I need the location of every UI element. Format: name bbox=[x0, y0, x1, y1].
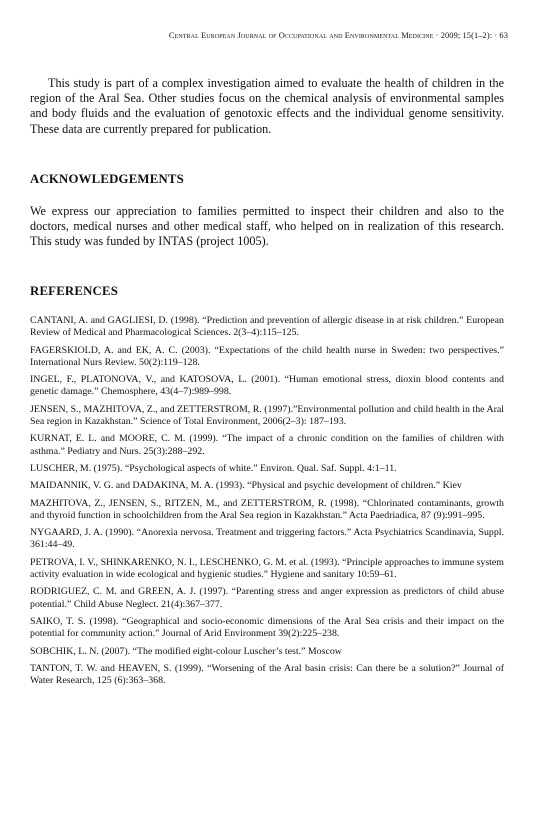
reference-item: FAGERSKIOLD, A. and EK, A. C. (2003). “Expectations of the child health nurse in Sweden: two perspectives.” International Nurs Review. 50(2):119–128. bbox=[30, 344, 504, 368]
reference-item: INGEL, F., PLATONOVA, V., and KATOSOVA, L. (2001). “Human emotional stress, dioxin blood contents and genetic damage.” Chemosphere, 43(4–7):989–998. bbox=[30, 374, 504, 398]
reference-item: MAZHITOVA, Z., JENSEN, S., RITZEN, M., and ZETTERSTROM, R. (1998). “Chlorinated contaminants, growth and thyroid function in schoolchildren from the Aral Sea region in Kazakhstan.” Acta Paedriadica, 87 (9):991–995. bbox=[30, 497, 504, 521]
acknowledgements-text: We express our appreciation to families permitted to inspect their children and also to the doctors, medical nurses and other medical staff, who helped on in realization of this research. This study was funded by INTAS (project 1005). bbox=[30, 204, 504, 249]
reference-item: TANTON, T. W. and HEAVEN, S. (1999). “Worsening of the Aral basin crisis: Can there be a solution?” Journal of Water Research, 125 (6):363–368. bbox=[30, 662, 504, 687]
reference-item: KURNAT, E. L. and MOORE, C. M. (1999). “The impact of a chronic condition on the families of children with asthma.” Pediatry and Nurs. 25(3):288–292. bbox=[30, 433, 504, 457]
references-heading: REFERENCES bbox=[30, 284, 119, 298]
reference-item: CANTANI, A. and GAGLIESI, D. (1998). “Prediction and prevention of allergic disease in at risk children.” European Review of Medical and Pharmacological Sciences. 2(3–4):115–125. bbox=[30, 315, 504, 339]
reference-item: JENSEN, S., MAZHITOVA, Z., and ZETTERSTROM, R. (1997).”Environmental pollution and child health in the Aral Sea region in Kazakhstan.” Science of Total Environment, 2006(2–3): 187–193. bbox=[30, 403, 504, 428]
running-title: Central European Journal of Occupational and Environmental Medicine · 2009; 15(1–2): · 63 bbox=[168, 31, 508, 40]
references-heading-block bbox=[30, 284, 504, 299]
acknowledgements-heading: ACKNOWLEDGEMENTS bbox=[30, 172, 184, 186]
reference-item: PETROVA, I. V., SHINKARENKO, N. I., LESCHENKO, G. M. et al. (1993). “Principle approaches to immune system activity evaluation in wide ecological and hygienic studies.” Hygiene and sanitary 10:59–61. bbox=[30, 556, 504, 581]
reference-item: LUSCHER, M. (1975). “Psychological aspects of white.” Environ. Qual. Saf. Suppl. 4:1–11. bbox=[30, 462, 397, 474]
acknowledgements-section bbox=[30, 172, 504, 250]
reference-item: SOBCHIK, L. N. (2007). “The modified eight-colour Luscher’s test.” Moscow bbox=[30, 645, 342, 657]
intro-section bbox=[30, 76, 504, 137]
running-header bbox=[0, 31, 508, 40]
intro-paragraph: This study is part of a complex investigation aimed to evaluate the health of children in the region of the Aral Sea. Other studies focus on the chemical analysis of environmental samples and body fluids and the evaluation of genotoxic effects and the individual genome sensitivity. These data are currently prepared for publication. bbox=[30, 76, 504, 136]
references-list bbox=[30, 315, 504, 692]
reference-item: NYGAARD, J. A. (1990). “Anorexia nervosa. Treatment and triggering factors.” Acta Psychiatrics Scandinavia, Suppl. 361:44–49. bbox=[30, 527, 504, 551]
reference-item: MAIDANNIK, V. G. and DADAKINA, M. A. (1993). “Physical and psychic development of children.” Kiev bbox=[30, 480, 462, 492]
reference-item: SAIKO, T. S. (1998). “Geographical and socio-economic dimensions of the Aral Sea crisis and their impact on the potential for community action.” Journal of Arid Environment 39(2):225–238. bbox=[30, 615, 504, 640]
reference-item: RODRIGUEZ, C. M. and GREEN, A. J. (1997). “Parenting stress and anger expression as predictors of child abuse potential.” Child Abuse Neglect. 21(4):367–377. bbox=[30, 586, 504, 610]
